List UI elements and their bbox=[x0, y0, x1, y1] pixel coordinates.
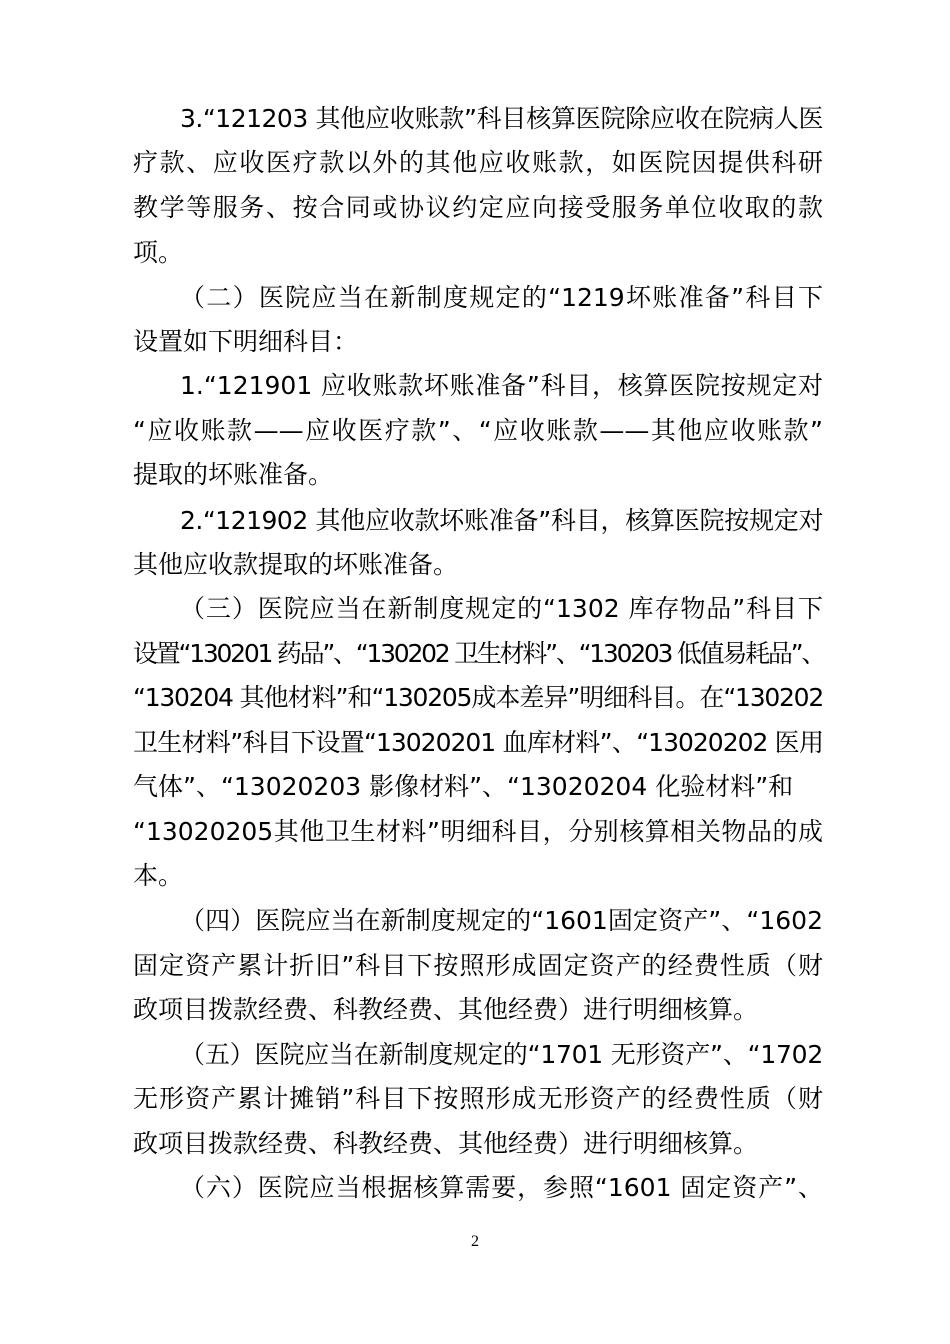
paragraph-line: （三）医院应当在新制度规定的“1302 库存物品”科目下 bbox=[180, 594, 823, 623]
paragraph-line: 教学等服务、按合同或协议约定应向接受服务单位收取的款 bbox=[133, 193, 823, 222]
paragraph-line: 卫生材料”科目下设置“13020201 血库材料”、“13020202 医用 bbox=[133, 728, 823, 757]
paragraph-line: “130204 其他材料”和“130205成本差异”明细科目。在“130202 bbox=[133, 683, 823, 712]
paragraph-line: （五）医院应当在新制度规定的“1701 无形资产”、“1702 bbox=[180, 1040, 823, 1069]
paragraph-line: （六）医院应当根据核算需要，参照“1601 固定资产”、 bbox=[180, 1173, 823, 1202]
paragraph-line: 政项目拨款经费、科教经费、其他经费）进行明细核算。 bbox=[133, 1129, 759, 1158]
paragraph-line: 设置“130201 药品”、“130202 卫生材料”、“130203 低值易耗品”、 bbox=[133, 639, 825, 668]
paragraph-line: （四）医院应当在新制度规定的“1601固定资产”、“1602 bbox=[180, 906, 823, 935]
paragraph-line: 政项目拨款经费、科教经费、其他经费）进行明细核算。 bbox=[133, 995, 759, 1024]
paragraph-line: 疗款、应收医疗款以外的其他应收账款，如医院因提供科研 bbox=[133, 148, 823, 177]
paragraph-line: 气体”、“13020203 影像材料”、“13020204 化验材料”和 bbox=[133, 772, 794, 801]
paragraph-line: 项。 bbox=[133, 238, 184, 267]
paragraph-line: 其他应收款提取的坏账准备。 bbox=[133, 550, 459, 579]
paragraph-line: 2.“121902 其他应收款坏账准备”科目，核算医院按规定对 bbox=[180, 506, 823, 535]
paragraph-line: （二）医院应当在新制度规定的“1219坏账准备”科目下 bbox=[180, 283, 823, 312]
paragraph-line: 设置如下明细科目： bbox=[133, 327, 359, 356]
paragraph-line: “应收账款——应收医疗款”、“应收账款——其他应收账款” bbox=[133, 416, 823, 445]
paragraph-line: 提取的坏账准备。 bbox=[133, 460, 334, 489]
paragraph-line: 固定资产累计折旧”科目下按照形成固定资产的经费性质（财 bbox=[133, 951, 823, 980]
paragraph-line: 无形资产累计摊销”科目下按照形成无形资产的经费性质（财 bbox=[133, 1084, 823, 1113]
paragraph-line: “13020205其他卫生材料”明细科目，分别核算相关物品的成 bbox=[133, 817, 823, 846]
paragraph-line: 本。 bbox=[133, 861, 184, 890]
paragraph-line: 3.“121203 其他应收账款”科目核算医院除应收在院病人医 bbox=[180, 104, 823, 133]
paragraph-line: 1.“121901 应收账款坏账准备”科目，核算医院按规定对 bbox=[180, 371, 823, 400]
page-number: 2 bbox=[471, 1233, 479, 1250]
